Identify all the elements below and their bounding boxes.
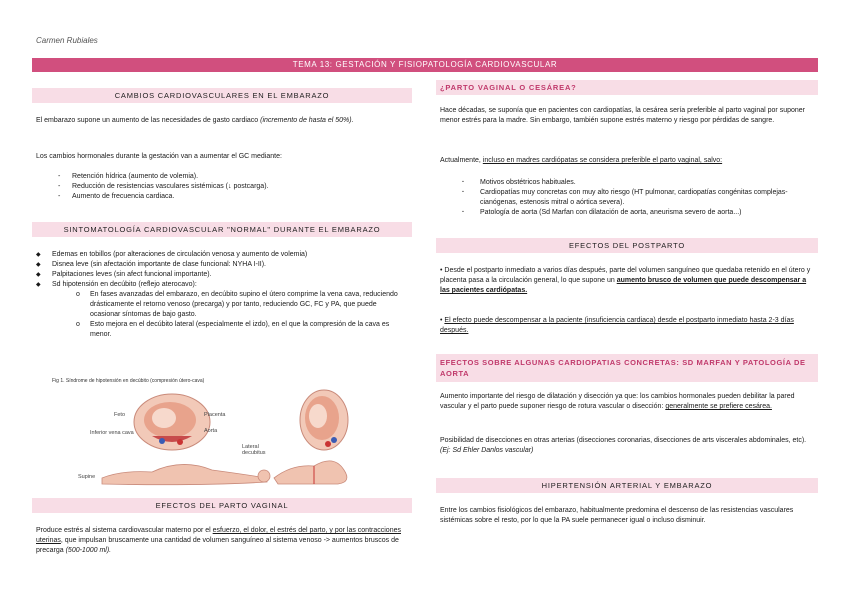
cesarea-text-underlined: incluso en madres cardiópatas se considera preferible el parto vaginal, salvo: [482,157,723,164]
marfan-paragraph-2 [440,436,816,456]
parto-text-italic: (500-1000 ml). [65,547,112,554]
list-item: - Retención hídrica (aumento de volemia). [36,172,408,182]
list-item: ◆ Disnea leve (sin afectación importante de clase funcional: NYHA I-II). [32,260,408,270]
parto-text-a: Produce estrés al sistema cardiovascular materno por el [36,527,211,534]
list-item: o Esto mejora en el decúbito lateral (especialmente el izdo), en el que la compresión de la cava es menor. [32,320,402,340]
section-title-parto-cesarea: ¿PARTO VAGINAL O CESÁREA? [436,80,818,95]
parto-vaginal-paragraph [36,526,410,556]
author-name: Carmen Rubiales [36,36,98,45]
marfan-paragraph-1 [440,392,816,412]
marfan-text-italic: (Ej: Sd Ehler Danlos vascular) [440,447,534,454]
postparto-text-underlined: aumento brusco de volumen que puede descompensar a las pacientes cardiópatas. [440,277,807,294]
section-title-cambios: CAMBIOS CARDIOVASCULARES EN EL EMBARAZO [32,88,412,103]
postparto-bullet: • [440,317,443,324]
label-aorta: Aorta [204,428,218,434]
figure-caption: Fig 1. Síndrome de hipotensión en decúbito (compresión útero-cava) [52,378,205,384]
sintomas-list [32,250,408,290]
cambios-paragraph-2: Los cambios hormonales durante la gestación van a aumentar el GC mediante: [36,153,282,160]
cesarea-text-a: Actualmente, [440,157,481,164]
list-item: ◆ Palpitaciones leves (sin afect funcional importante). [32,270,408,280]
main-title: TEMA 13: GESTACIÓN Y FISIOPATOLOGÍA CARDIOVASCULAR [32,58,818,72]
label-supine: Supine [78,474,96,480]
cambios-paragraph-1 [36,116,408,126]
label-feto: Feto [114,412,126,418]
cesarea-paragraph-2 [440,156,814,166]
list-item: - Reducción de resistencias vasculares sistémicas (↓ postcarga). [36,182,408,192]
postparto-paragraph-2 [440,316,816,336]
label-cava: Inferior vena cava [90,430,134,436]
list-item: ◆ Sd hipotensión en decúbito (reflejo aterocavo): [32,280,408,290]
list-item: - Aumento de frecuencia cardiaca. [36,192,408,202]
label-lateral: Lateral decubitus [242,444,266,456]
section-title-hta: HIPERTENSIÓN ARTERIAL Y EMBARAZO [436,478,818,493]
section-title-parto-vaginal: EFECTOS DEL PARTO VAGINAL [32,498,412,513]
list-item: · Cardiopatías muy concretas con muy alto riesgo (HT pulmonar, cardiopatías congénitas complejas-cianógenas, estenosis mitral o aórtica severa). [436,188,814,208]
cambios-text: El embarazo supone un aumento de las necesidades de gasto cardiaco [36,117,259,124]
hta-paragraph: Entre los cambios fisiológicos del embarazo, habitualmente predomina el descenso de las resistencias vasculares sistémicas sobre el resto, por lo que la PA suele permanecer igual o incluso disminuir. [440,507,794,524]
sintomas-sublist [32,290,402,340]
cesarea-paragraph-1: Hace décadas, se suponía que en pacientes con cardiopatías, la cesárea sería preferible al parto vaginal por suponer menor estrés para la madre. Sin embargo, también supone estrés materno y riesgo por pérdidas de sangre. [440,107,806,124]
section-title-marfan: EFECTOS SOBRE ALGUNAS CARDIOPATIAS CONCRETAS: SD MARFAN Y PATOLOGÍA DE AORTA [436,354,818,382]
postparto-text-underlined-2: El efecto puede descompensar a la paciente (insuficiencia cardiaca) desde el postparto inmediato hasta 2-3 días después. [440,317,794,334]
list-item: · Patología de aorta (Sd Marfan con dilatación de aorta, aneurisma severo de aorta...) [436,208,814,218]
list-item: ◆ Edemas en tobillos (por alteraciones de circulación venosa y aumento de volemia) [32,250,408,260]
figure-supine-hypotension [52,378,362,490]
postparto-paragraph-1 [440,266,816,296]
section-title-postparto: EFECTOS DEL POSTPARTO [436,238,818,253]
marfan-text-underlined: generalmente se prefiere cesárea. [665,403,772,410]
parto-text-b: , que impulsan bruscamente una cantidad de volumen sanguíneo al sistema venoso -> aumentos bruscos de precarga [36,537,399,554]
marfan-text-2: Posibilidad de disecciones en otras arterias (disecciones coronarias, disecciones de arts viscerales abdominales, etc). [440,437,807,444]
list-item: · Motivos obstétricos habituales. [436,178,814,188]
cesarea-list [436,178,814,218]
marfan-text: Aumento importante del riesgo de dilatación y disección ya que: los cambios hormonales pueden debilitar la pared vascular y el parto puede suponer riesgo de rotura vascular o disección: [440,393,795,410]
parto-text-underlined: esfuerzo, el dolor, el estrés del parto, y por las contracciones uterinas [36,527,401,544]
label-placenta: Placenta [204,412,226,418]
section-title-sintomatologia: SINTOMATOLOGÍA CARDIOVASCULAR "NORMAL" DURANTE EL EMBARAZO [32,222,412,237]
postparto-text-a: • Desde el postparto inmediato a varios días después, parte del volumen sanguíneo que quedaba retenido en el útero y placenta pasa a la circulación general, lo que supone un [440,267,811,284]
list-item: o En fases avanzadas del embarazo, en decúbito supino el útero comprime la vena cava, reduciendo drásticamente el retorno venoso (precarga) y por tanto, reduciendo GC, FC y PA, que puede ocasionar síntomas de bajo gasto. [32,290,402,320]
cambios-italic: (incremento de hasta el 50%). [260,117,354,124]
cambios-list [36,172,408,202]
